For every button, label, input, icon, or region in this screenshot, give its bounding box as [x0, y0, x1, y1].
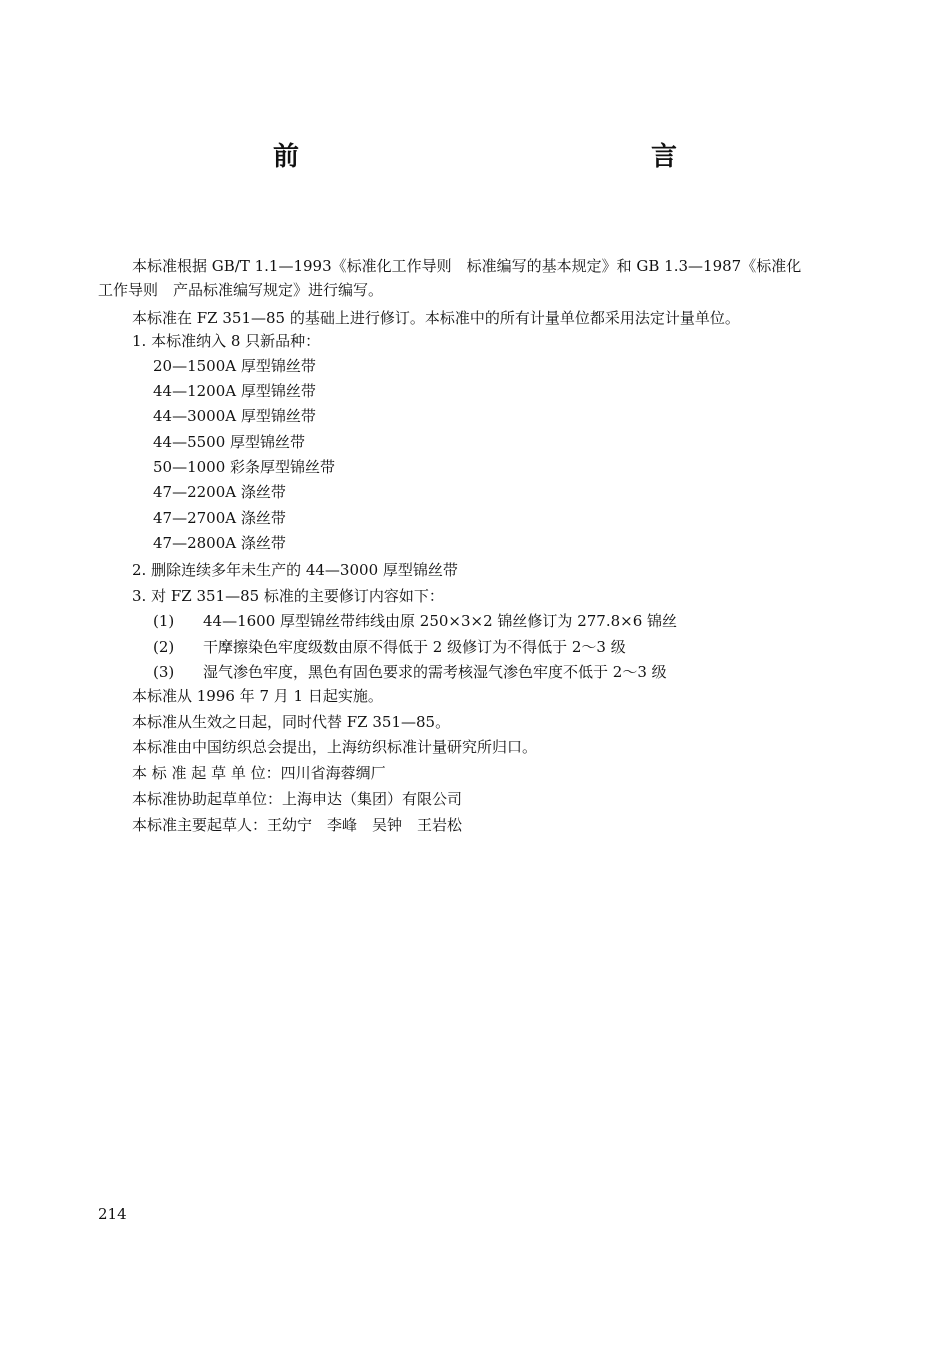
revision-item [153, 662, 667, 682]
paragraph-replaces: 本标准从生效之日起，同时代替 FZ 351—85。 [132, 713, 451, 731]
page-title: 前 言 [272, 142, 777, 172]
list-item-3: 3. 对 FZ 351—85 标准的主要修订内容如下： [132, 587, 444, 605]
new-variety-item: 44—5500 厚型锦丝带 [153, 433, 306, 451]
paragraph-assisting-unit: 本标准协助起草单位：上海申达（集团）有限公司 [132, 790, 463, 808]
new-variety-item: 47—2700A 涤丝带 [153, 509, 286, 527]
list-item-2: 2. 删除连续多年未生产的 44—3000 厚型锦丝带 [132, 561, 458, 579]
paragraph-basis-line-2: 工作导则 产品标准编写规定》进行编写。 [98, 281, 384, 299]
new-variety-item: 44—3000A 厚型锦丝带 [153, 407, 316, 425]
paragraph-drafters: 本标准主要起草人：王幼宁 李峰 吴钟 王岩松 [132, 816, 463, 834]
new-variety-item: 20—1500A 厚型锦丝带 [153, 357, 316, 375]
paragraph-effective-date: 本标准从 1996 年 7 月 1 日起实施。 [132, 687, 383, 705]
paragraph-revision-basis: 本标准在 FZ 351—85 的基础上进行修订。本标准中的所有计量单位都采用法定计量单位。 [132, 309, 740, 327]
revision-text: 44—1600 厚型锦丝带纬线由原 250×3×2 锦丝修订为 277.8×6 锦丝 [203, 612, 678, 630]
list-item-1: 1. 本标准纳入 8 只新品种： [132, 332, 321, 350]
new-variety-item: 47—2200A 涤丝带 [153, 483, 286, 501]
paragraph-basis-line-1: 本标准根据 GB/T 1.1—1993《标准化工作导则 标准编写的基本规定》和 GB 1.3—1987《标准化 [132, 257, 802, 275]
page-number: 214 [98, 1205, 127, 1223]
revision-number: (3) [153, 663, 175, 681]
revision-number: (2) [153, 638, 175, 656]
revision-item [153, 611, 677, 631]
new-variety-item: 44—1200A 厚型锦丝带 [153, 382, 316, 400]
paragraph-drafting-unit: 本 标 准 起 草 单 位：四川省海蓉绸厂 [132, 764, 386, 782]
new-variety-item: 47—2800A 涤丝带 [153, 534, 286, 552]
paragraph-proposed-by: 本标准由中国纺织总会提出，上海纺织标准计量研究所归口。 [132, 738, 538, 756]
revision-number: (1) [153, 612, 175, 630]
revision-item [153, 637, 626, 657]
new-variety-item: 50—1000 彩条厚型锦丝带 [153, 458, 336, 476]
revision-text: 干摩擦染色牢度级数由原不得低于 2 级修订为不得低于 2～3 级 [203, 638, 626, 656]
revision-text: 湿气渗色牢度，黑色有固色要求的需考核湿气渗色牢度不低于 2～3 级 [203, 663, 667, 681]
